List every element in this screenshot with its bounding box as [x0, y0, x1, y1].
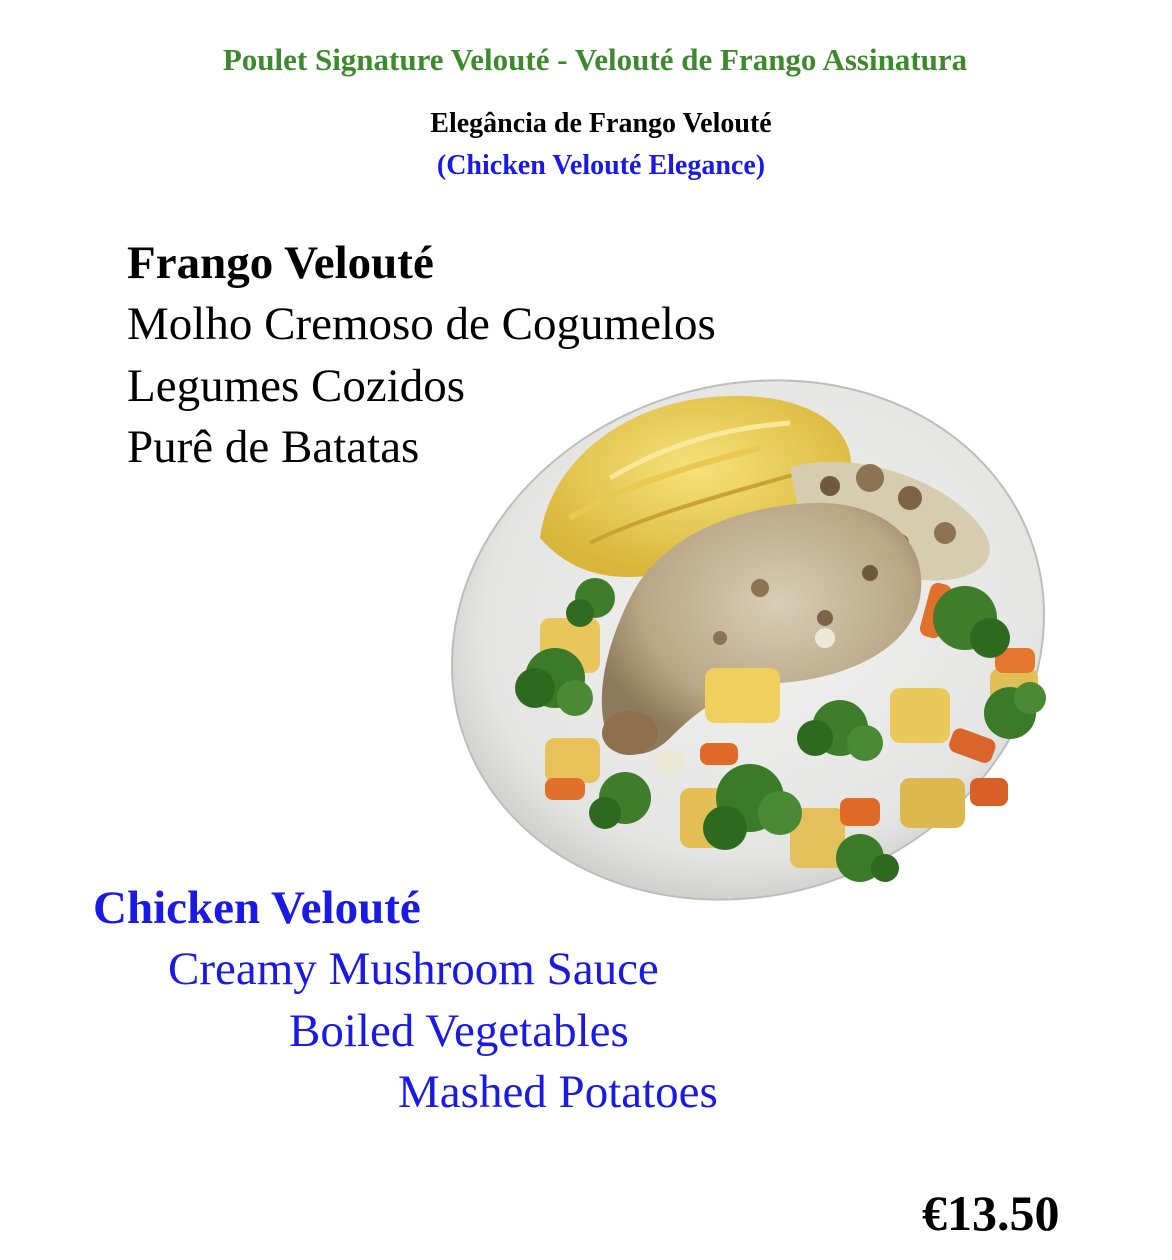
portuguese-item-potatoes: Purê de Batatas — [127, 421, 420, 473]
dish-photo — [430, 368, 1050, 903]
subtitle-portuguese: Elegância de Frango Velouté — [430, 108, 772, 139]
english-dish-name: Chicken Velouté — [93, 882, 421, 934]
portuguese-dish-name: Frango Velouté — [127, 237, 434, 289]
price: €13.50 — [922, 1185, 1060, 1241]
english-item-potatoes: Mashed Potatoes — [398, 1066, 718, 1118]
subtitle-english: (Chicken Velouté Elegance) — [436, 150, 766, 181]
portuguese-item-vegetables: Legumes Cozidos — [127, 360, 466, 412]
portuguese-item-sauce: Molho Cremoso de Cogumelos — [127, 298, 716, 350]
english-item-vegetables: Boiled Vegetables — [289, 1005, 629, 1057]
menu-title: Poulet Signature Velouté - Velouté de Frango Assinatura — [222, 42, 968, 77]
english-item-sauce: Creamy Mushroom Sauce — [168, 943, 659, 995]
